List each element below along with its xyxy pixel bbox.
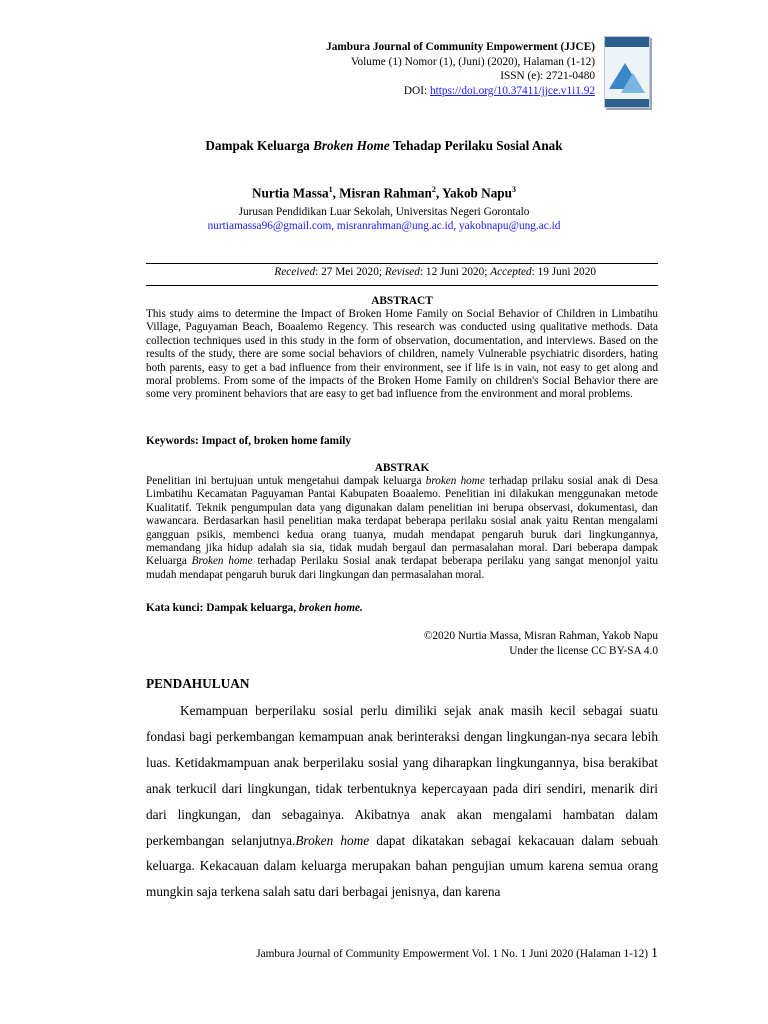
author-2: Misran Rahman bbox=[339, 185, 432, 201]
footer-text: Jambura Journal of Community Empowerment Vol. 1 No. 1 Juni 2020 (Halaman 1-12) bbox=[256, 948, 648, 960]
abstract-heading: ABSTRACT bbox=[371, 295, 433, 307]
divider-top bbox=[146, 263, 658, 264]
section-heading: PENDAHULUAN bbox=[146, 676, 250, 691]
author-1: Nurtia Massa bbox=[252, 185, 329, 201]
abstract-text: This study aims to determine the Impact of Broken Home Family on Social Behavior of Children in Limbatihu Village, Paguyaman Beach, Boaalemo Regency. This research was conducted using qualitative methods. Data collection techniques used in this study in the form of observation, documentation, and interviews. Based on the results of the study, there are some social behaviors of children, namely Vulnerable psychiatric disorders, hating both parents, easy to get a bad influence from their environment, see if life is in vain, not easy to get along and moral problems. From some of the impacts of the Broken Home Family on children's Social Behavior there are some very prominent behaviors that are easy to get bad influence from the environment and moral problems. bbox=[146, 308, 658, 401]
article-title: Dampak Keluarga Broken Home Tehadap Perilaku Sosial Anak bbox=[205, 138, 563, 153]
affiliation: Jurusan Pendidikan Luar Sekolah, Universitas Negeri Gorontalo bbox=[238, 206, 530, 218]
page-footer bbox=[146, 946, 658, 962]
doi-link[interactable]: https://doi.org/10.37411/jjce.v1i1.92 bbox=[429, 84, 595, 97]
doi-label: DOI: bbox=[403, 84, 430, 97]
divider-bottom bbox=[146, 285, 658, 286]
journal-name: Jambura Journal of Community Empowerment (JJCE) bbox=[326, 41, 595, 53]
journal-cover-icon bbox=[604, 36, 650, 108]
doi-line bbox=[326, 84, 595, 99]
keywords: Keywords: Impact of, broken home family bbox=[146, 435, 352, 447]
journal-header bbox=[326, 40, 595, 98]
kata-kunci: Kata kunci: Dampak keluarga, broken home. bbox=[146, 602, 363, 614]
abstrak-text: Penelitian ini bertujuan untuk mengetahui dampak keluarga broken home terhadap prilaku sosial anak di Desa Limbatihu Kecamatan Paguyaman Pantai Kabupaten Boaalemo. Penelitian ini dilakukan menggunakan metode Kualitatif. Teknik pengumpulan data yang digunakan dalam penelitian ini berupa observasi, dokumentasi, dan wawancara. Berdasarkan hasil penelitian maka terdapat beberapa perilaku sosial anak yaitu Rentan mengalami gangguan psikis, membenci kedua orang tuanya, mudah mendapat pengaruh buruk dari lingkungannya, memandang jika hidup adalah sia sia, tidak mudah bergaul dan permasalahan moral. Dari beberapa dampak Keluarga Broken home terhadap Perilaku Sosial anak terdapat beberapa perilaku yang sangat menonjol yaitu mudah mendapat pengaruh buruk dari lingkungan dan permasalahan moral. bbox=[146, 475, 659, 581]
article-dates: Received: 27 Mei 2020; Revised: 12 Juni 2020; Accepted: 19 Juni 2020 bbox=[274, 266, 596, 278]
volume-info: Volume (1) Nomor (1), (Juni) (2020), Halaman (1-12) bbox=[350, 55, 595, 68]
issn: ISSN (e): 2721-0480 bbox=[500, 70, 595, 83]
body-paragraph: Kemampuan berperilaku sosial perlu dimiliki sejak anak masih kecil sebagai suatu fondasi bagi perkembangan kemampuan anak berinteraksi dengan lingkungan-nya secara lebih luas. Ketidakmampuan anak berperilaku sosial yang diharapkan lingkungannya, bisa berakibat anak terkucil dari lingkungan, tidak terbentuknya kepercayaan pada diri sendiri, menarik diri dari lingkungan, dan sebagainya. Akibatnya anak akan mengalami hambatan dalam perkembangan selanjutnya.Broken home dapat dikatakan sebagai kekacauan dalam sebuah keluarga. Kekacauan dalam keluarga merupakan bahan pengujian umum karena semua orang mungkin saja terkena salah satu dari berbagai jenisnya, dan karena bbox=[146, 703, 658, 900]
page-number: 1 bbox=[651, 946, 658, 961]
author-list: Nurtia Massa$^1$, Misran Rahman$^2$, Yakob Napu$^3$ bbox=[252, 185, 516, 201]
abstrak-heading: ABSTRAK bbox=[374, 462, 430, 474]
copyright-notice: ©2020 Nurtia Massa, Misran Rahman, Yakob Napu Under the license CC BY-SA 4.0 bbox=[423, 630, 658, 657]
author-emails[interactable]: nurtiamassa96@gmail.com, misranrahman@ung.ac.id, yakobnapu@ung.ac.id bbox=[207, 220, 561, 232]
author-3: Yakob Napu bbox=[441, 185, 512, 201]
